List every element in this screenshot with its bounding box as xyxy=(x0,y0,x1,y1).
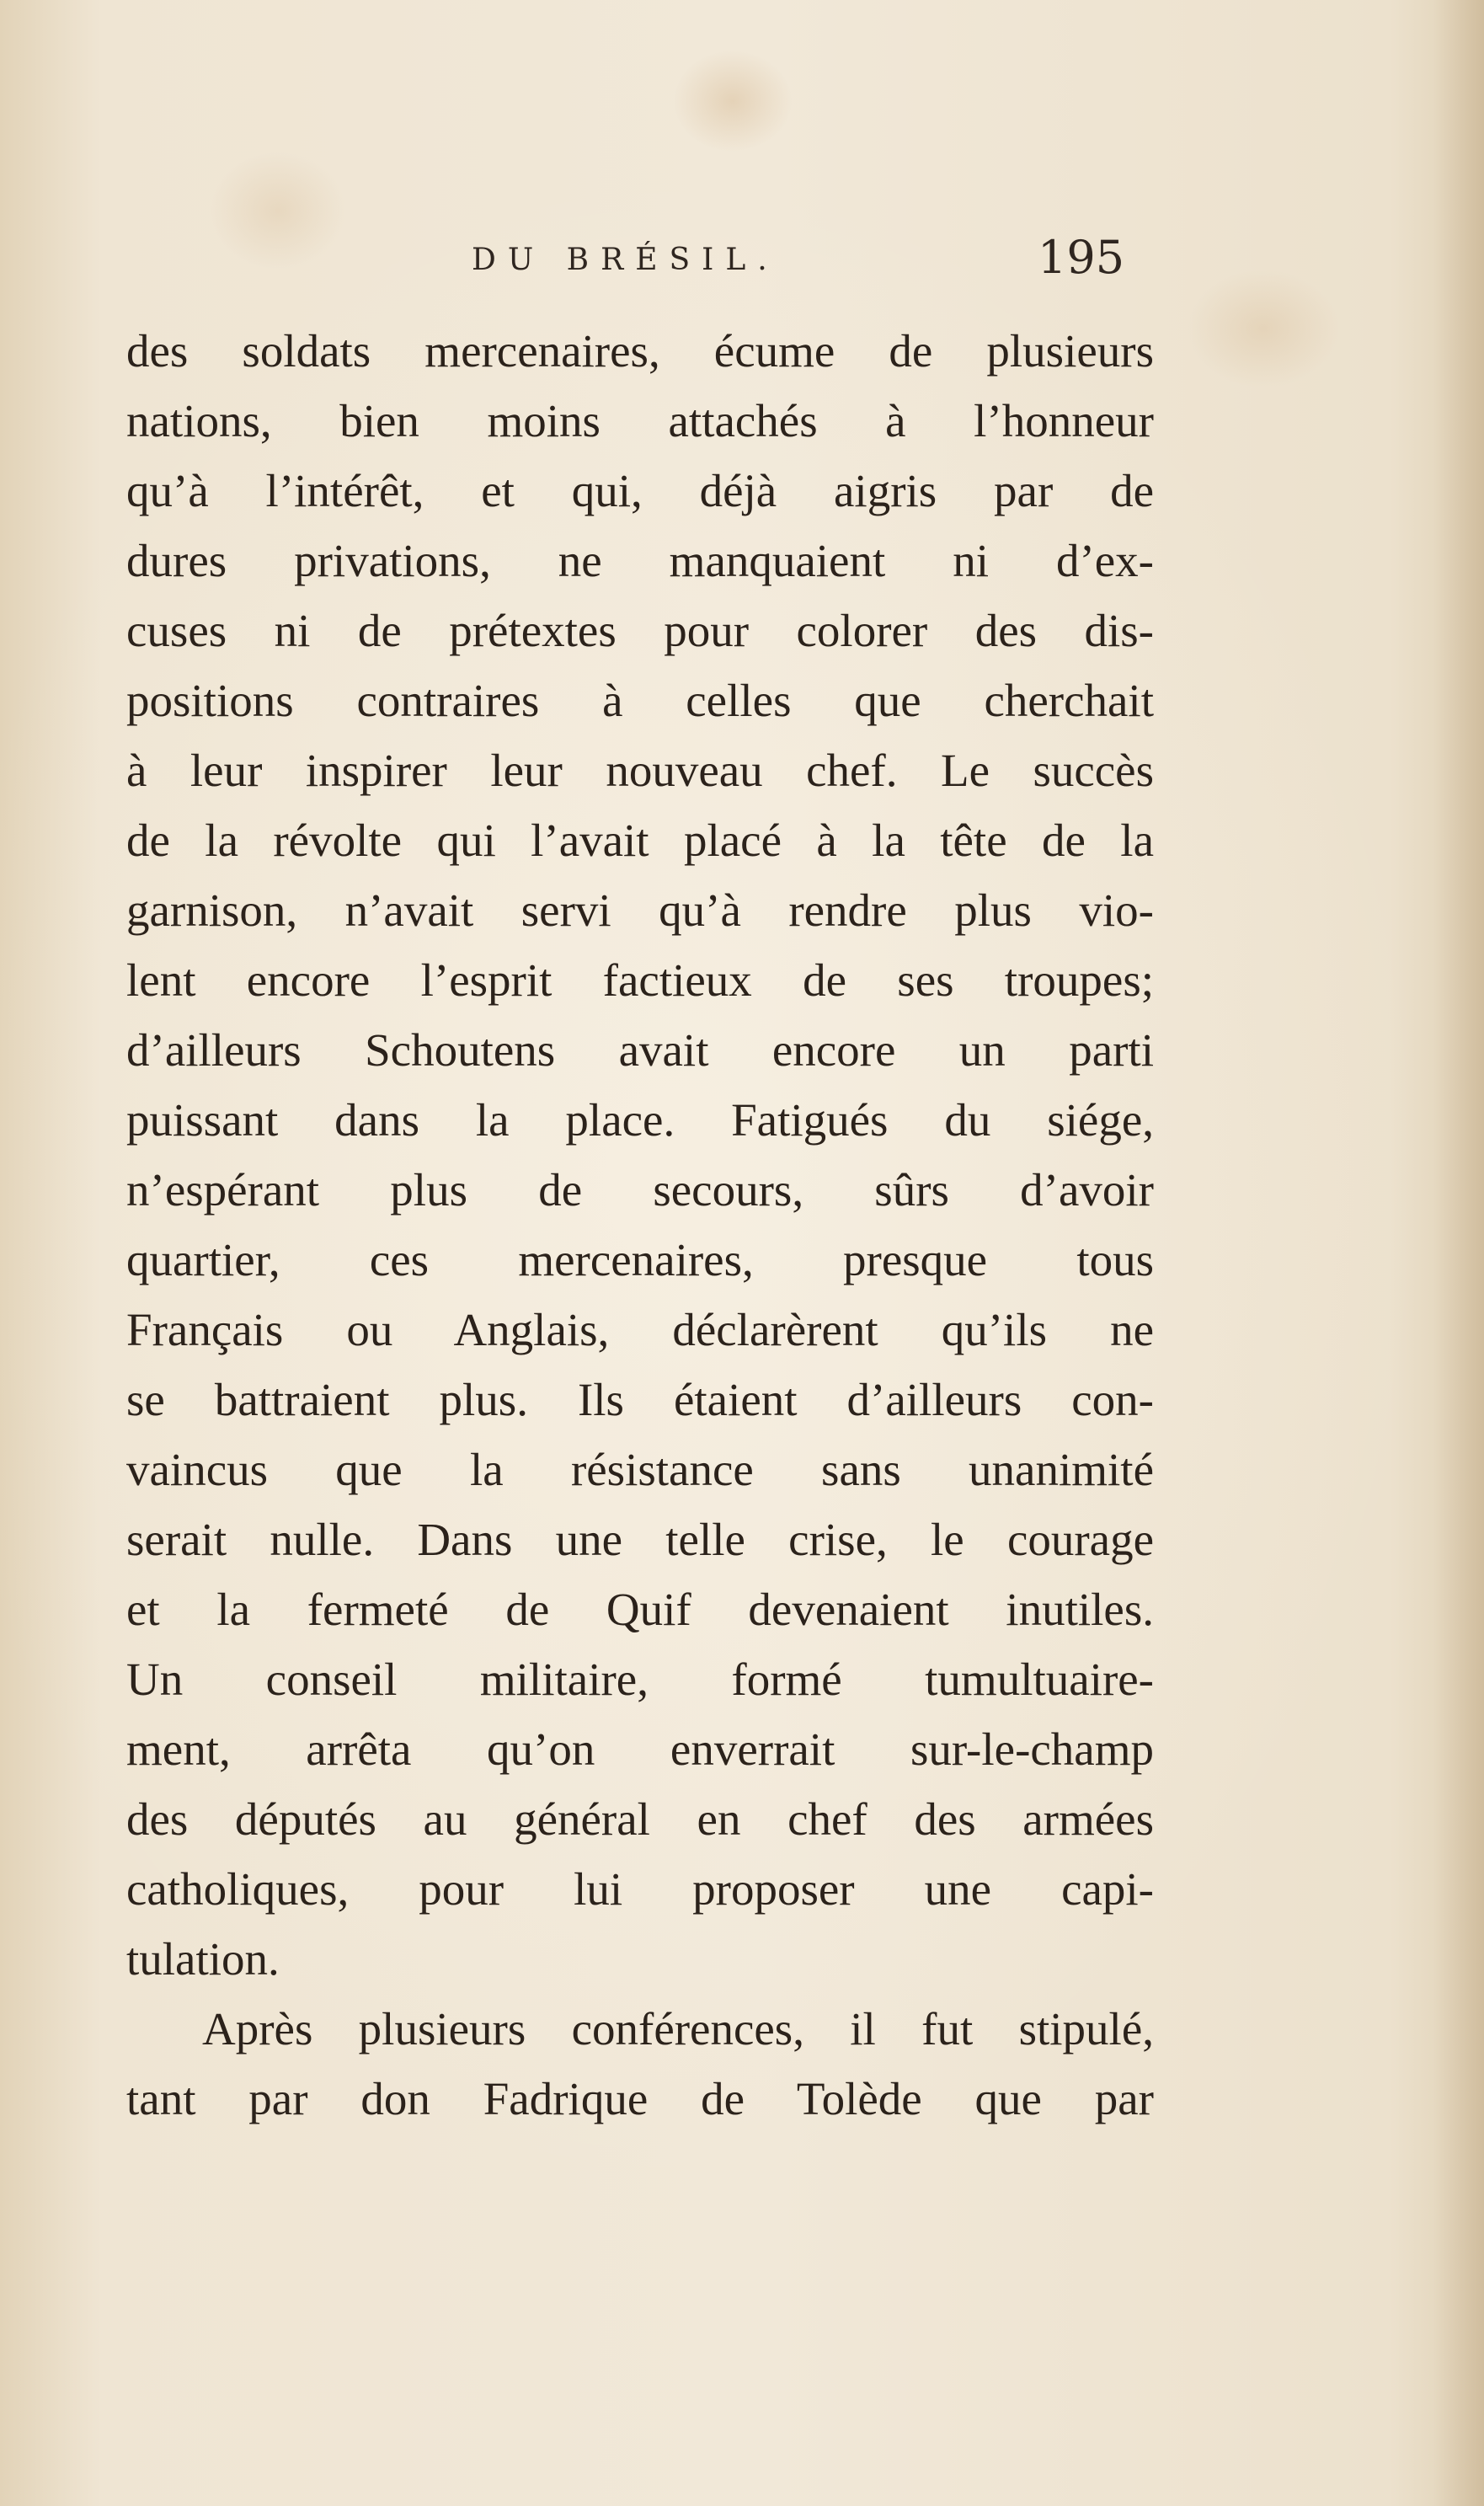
text-line: quartier, ces mercenaires, presque tous xyxy=(126,1234,1154,1285)
body-text xyxy=(126,316,1154,2134)
text-line: vaincus que la résistance sans unanimité xyxy=(126,1444,1154,1495)
running-head: DU BRÉSIL. xyxy=(472,243,779,277)
text-line: de la révolte qui l’avait placé à la tête de la xyxy=(126,815,1154,866)
text-line: puissant dans la place. Fatigués du siége, xyxy=(126,1094,1154,1146)
text-line: lent encore l’esprit factieux de ses troupes; xyxy=(126,954,1154,1006)
text-line: se battraient plus. Ils étaient d’ailleurs con- xyxy=(126,1374,1154,1425)
text-line: dures privations, ne manquaient ni d’ex- xyxy=(126,535,1154,586)
text-line: à leur inspirer leur nouveau chef. Le succès xyxy=(126,745,1154,796)
text-line: cuses ni de prétextes pour colorer des dis- xyxy=(126,605,1154,656)
paragraph-1 xyxy=(126,316,1154,1994)
text-line: d’ailleurs Schoutens avait encore un parti xyxy=(126,1024,1154,1076)
page-header xyxy=(0,226,1484,293)
page-edge-shadow xyxy=(1433,0,1484,2506)
text-line: nations, bien moins attachés à l’honneur xyxy=(126,395,1154,446)
text-line: ment, arrêta qu’on enverrait sur-le-champ xyxy=(126,1723,1154,1775)
text-line: n’espérant plus de secours, sûrs d’avoir xyxy=(126,1164,1154,1216)
text-line: tant par don Fadrique de Tolède que par xyxy=(126,2073,1154,2124)
text-line: serait nulle. Dans une telle crise, le courage xyxy=(126,1514,1154,1565)
text-line: et la fermeté de Quif devenaient inutiles. xyxy=(126,1584,1154,1635)
text-line: catholiques, pour lui proposer une capi- xyxy=(126,1863,1154,1915)
text-line: Après plusieurs conférences, il fut stipulé, xyxy=(202,2003,1154,2054)
text-line: garnison, n’avait servi qu’à rendre plus vio- xyxy=(126,884,1154,936)
text-line: qu’à l’intérêt, et qui, déjà aigris par de xyxy=(126,465,1154,516)
text-line: tulation. xyxy=(126,1933,280,1985)
text-line: des soldats mercenaires, écume de plusieurs xyxy=(126,325,1154,377)
text-line: Un conseil militaire, formé tumultuaire- xyxy=(126,1654,1154,1705)
paragraph-2 xyxy=(126,1994,1154,2134)
text-line: des députés au général en chef des armées xyxy=(126,1793,1154,1845)
text-line: Français ou Anglais, déclarèrent qu’ils ne xyxy=(126,1304,1154,1355)
text-line: positions contraires à celles que cherchait xyxy=(126,675,1154,726)
page-number: 195 xyxy=(1038,231,1125,284)
